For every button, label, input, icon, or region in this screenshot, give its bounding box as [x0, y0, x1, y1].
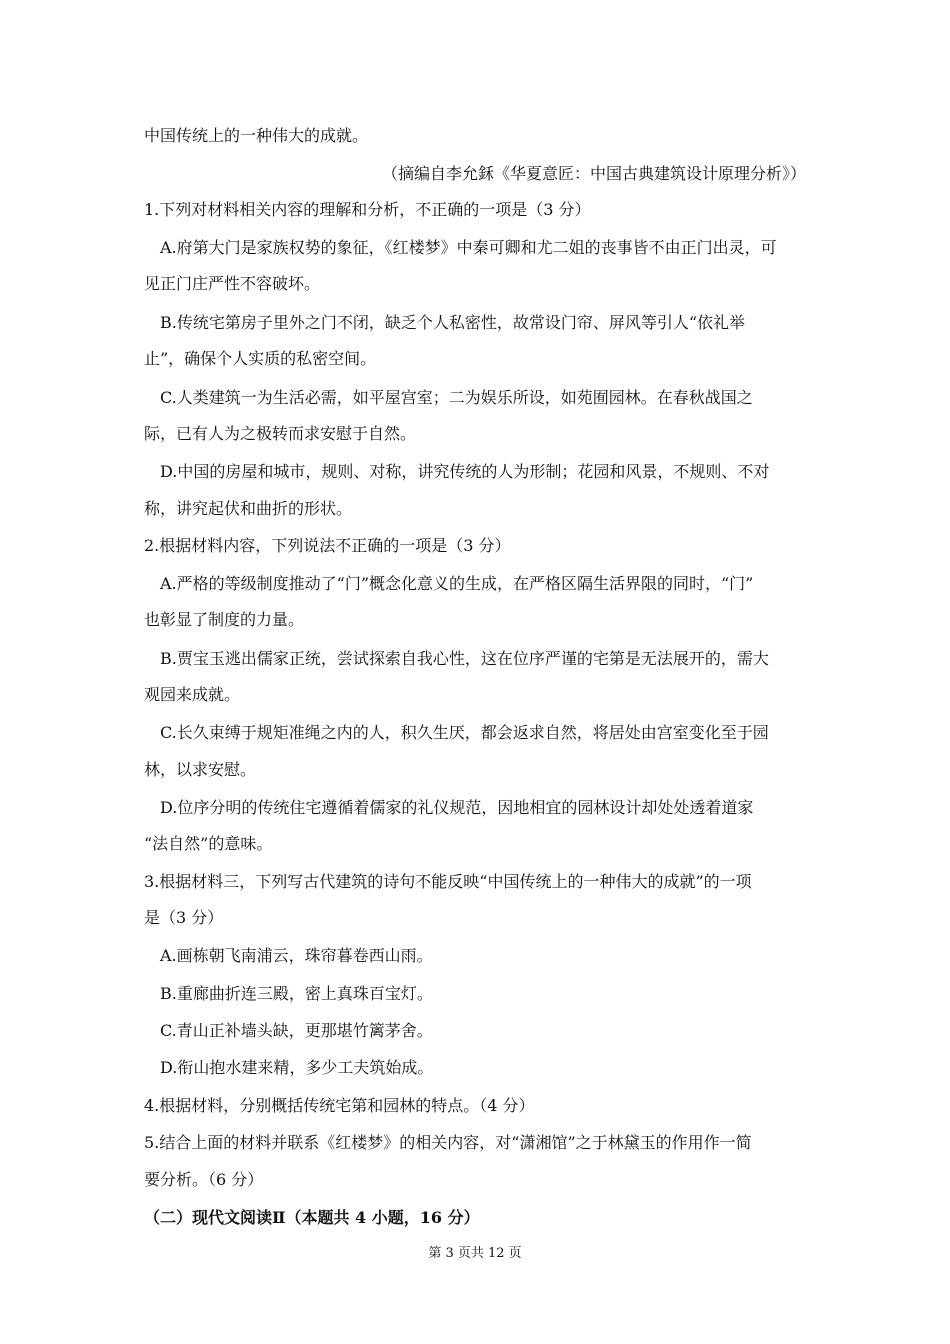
q2-option-b-line1: B.贾宝玉逃出儒家正统，尝试探索自我心性，这在位序严谨的宅第是无法展开的，需大 [160, 649, 769, 668]
intro-tail-text: 中国传统上的一种伟大的成就。 [144, 126, 369, 145]
q1-option-c-line1: C.人类建筑一为生活必需，如平屋宫室；二为娱乐所设，如苑囿园林。在春秋战国之 [160, 388, 753, 407]
q2-option-a-line2: 也彰显了制度的力量。 [144, 610, 305, 629]
q1-option-d-line1: D.中国的房屋和城市，规则、对称，讲究传统的人为形制；花园和风景，不规则、不对 [160, 462, 770, 481]
q1-option-a-line2: 见正门庄严性不容破坏。 [144, 274, 321, 293]
q2-option-c-line1: C.长久束缚于规矩准绳之内的人，积久生厌，都会返求自然，将居处由宫室变化至于园 [160, 723, 769, 742]
question-1-stem: 1.下列对材料相关内容的理解和分析，不正确的一项是（3 分） [144, 200, 591, 219]
question-2-stem: 2.根据材料内容，下列说法不正确的一项是（3 分） [144, 536, 511, 555]
q3-option-b: B.重廊曲折连三殿，密上真珠百宝灯。 [160, 984, 433, 1003]
page-footer: 第 3 页共 12 页 [428, 1246, 522, 1261]
q2-option-c-line2: 林，以求安慰。 [144, 760, 257, 779]
q1-option-b-line2: 止”，确保个人实质的私密空间。 [144, 349, 377, 368]
q2-option-b-line2: 观园来成就。 [144, 685, 241, 704]
q3-option-c: C.青山正补墙头缺，更那堪竹篱茅舍。 [160, 1021, 433, 1040]
question-3-stem-line2: 是（3 分） [144, 908, 224, 927]
q1-option-b-line1: B.传统宅第房子里外之门不闭，缺乏个人私密性，故常设门帘、屏风等引人“依礼举 [160, 313, 746, 332]
question-3-stem-line1: 3.根据材料三，下列写古代建筑的诗句不能反映“中国传统上的一种伟大的成就”的一项 [144, 872, 752, 891]
q1-option-a-line1: A.府第大门是家族权势的象征，《红楼梦》中秦可卿和尤二姐的丧事皆不由正门出灵，可 [160, 238, 777, 257]
q3-option-d: D.衔山抱水建来精，多少工夫筑始成。 [160, 1058, 434, 1077]
q1-option-c-line2: 际，已有人为之极转而求安慰于自然。 [144, 424, 417, 443]
question-5-stem-line1: 5.结合上面的材料并联系《红楼梦》的相关内容，对“潇湘馆”之于林黛玉的作用作一简 [144, 1133, 752, 1152]
q2-option-a-line1: A.严格的等级制度推动了“门”概念化意义的生成，在严格区隔生活界限的同时，“门” [160, 574, 754, 593]
q2-option-d-line1: D.位序分明的传统住宅遵循着儒家的礼仪规范，因地相宜的园林设计却处处透着道家 [160, 798, 754, 817]
section-heading: （二）现代文阅读Ⅱ（本题共 4 小题，16 分） [144, 1208, 480, 1227]
q2-option-d-line2: “法自然”的意味。 [144, 834, 273, 853]
source-citation: （摘编自李允鉌《华夏意匠：中国古典建筑设计原理分析》） [381, 164, 806, 183]
q1-option-d-line2: 称，讲究起伏和曲折的形状。 [144, 499, 353, 518]
question-5-stem-line2: 要分析。（6 分） [144, 1170, 264, 1189]
q3-option-a: A.画栋朝飞南浦云，珠帘暮卷西山雨。 [160, 946, 433, 965]
question-4-stem: 4.根据材料，分别概括传统宅第和园林的特点。（4 分） [144, 1096, 535, 1115]
